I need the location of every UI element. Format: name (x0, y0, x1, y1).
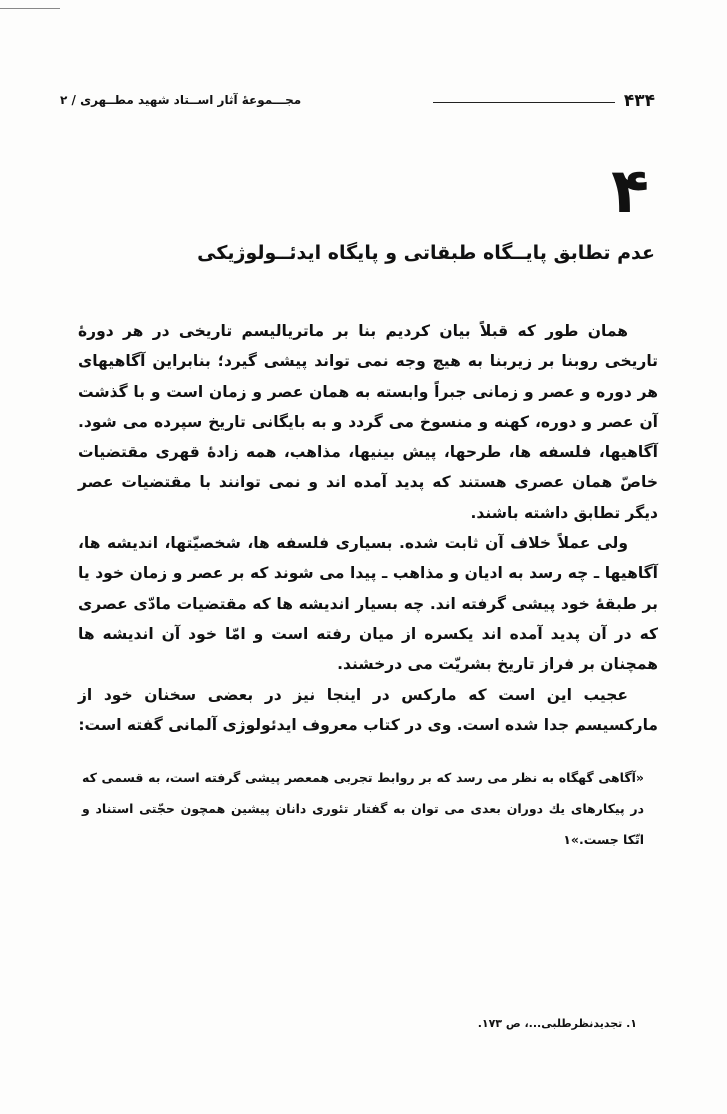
running-title: مجـــموعهٔ آثار اســتاد شهید مطــهری / ۲ (60, 93, 302, 107)
running-header (60, 93, 655, 115)
paragraph: همان طور که قبلاً بیان کردیم بنا بر ماتریالیسم تاریخی در هر دورهٔ تاریخی روبنا بر زیربنا به هیچ وجه نمی تواند پیشی گیرد؛ بنابراین آگاهیهای هر دوره و عصر و زمانی جبراً وابسته به همان عصر و زمان است و با گذشت آن عصر و دوره، کهنه و منسوخ می گردد و به بایگانی تاریخ سپرده می شود. آگاهیها، فلسفه ها، طرحها، پیش بینیها، مذاهب، همه زادهٔ قهری مقتضیات خاصّ همان عصری هستند که پدید آمده اند و نمی توانند با مقتضیات عصر دیگر تطابق داشته باشند. (78, 322, 658, 522)
body-text (78, 316, 658, 740)
block-quote: «آگاهی گهگاه به نظر می رسد که بر روابط تجربی همعصر پیشی گرفته است، به قسمی که در پیکارهای یك دوران بعدی می توان به گفتار تئوری دانان پیشین همچون حجّتی استناد و اتّکا جست.»۱ (82, 770, 644, 847)
chapter-title: عدم تطابق پایــگاه طبقاتی و پایگاه ایدئــولوژیکی (197, 242, 655, 264)
scan-corner-line (0, 8, 60, 9)
paragraph: عجیب این است که مارکس در اینجا نیز در بعضی سخنان خود از مارکسیسم جدا شده است. وی در کتاب معروف ایدئولوژی آلمانی گفته است: (78, 685, 658, 734)
page-number: ۴۳۴ (623, 91, 655, 111)
chapter-number: ۴ (611, 154, 649, 227)
paragraph: ولی عملاً خلاف آن ثابت شده. بسیاری فلسفه ها، شخصیّتها، اندیشه ها، آگاهیها ـ چه رسد به ادیان و مذاهب ـ پیدا می شوند که بر عصر و زمان خود یا بر طبقهٔ خود پیشی گرفته اند. چه بسیار اندیشه ها که مقتضیات مادّی عصری که در آن پدید آمده اند یکسره از میان رفته است و امّا خود آن اندیشه ها همچنان بر فراز تاریخ بشریّت می درخشند. (78, 534, 658, 674)
header-rule (433, 102, 615, 103)
footnote: ۱. تجدیدنظرطلبی...، ص ۱۷۳. (477, 1017, 637, 1030)
